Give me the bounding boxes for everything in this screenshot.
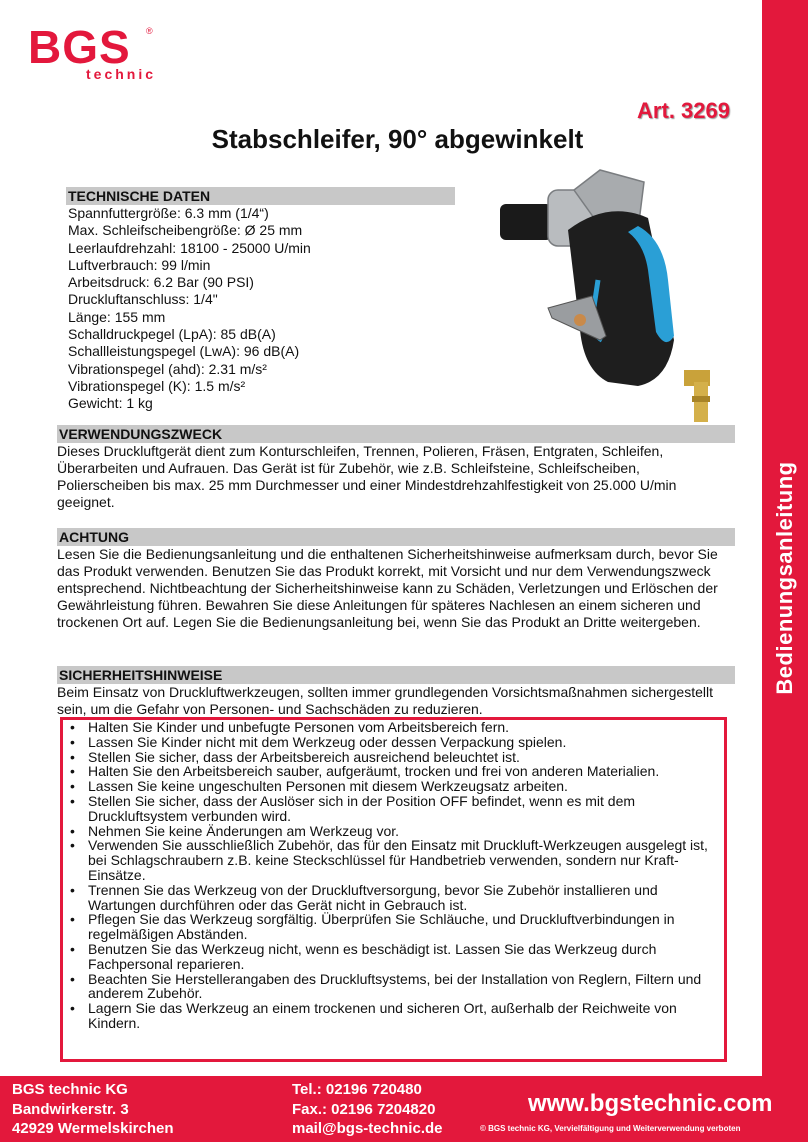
page-title: Stabschleifer, 90° abgewinkelt [211,124,584,154]
technical-data-row: Vibrationspegel (ahd): 2.31 m/s² [68,360,267,377]
safety-item-text: Pflegen Sie das Werkzeug sorgfältig. Überprüfen Sie Schläuche, und Druckluftverbindungen in regelmäßigen Abständen. [88,911,675,943]
technical-data-section [66,187,455,413]
technical-data-list [66,205,455,413]
bullet-icon: • [70,837,75,854]
safety-list-item [64,779,724,794]
safety-list-item [64,972,724,1002]
section-heading-safety: SICHERHEITSHINWEISE [57,666,735,684]
safety-list-item [64,720,724,735]
safety-item-text: Stellen Sie sicher, dass der Auslöser sich in der Position OFF befindet, wenn es mit dem Druckluftsystem verbunden wird. [88,792,636,824]
bgs-logo [28,21,157,82]
technical-data-row: Leerlaufdrehzahl: 18100 - 25000 U/min [68,239,311,256]
footer [0,1076,808,1142]
safety-item-text: Verwenden Sie ausschließlich Zubehör, das für den Einsatz mit Druckluft-Werkzeugen ausgelegt ist, bei Schlagschraubern z.B. keine Steckschlüssel für Handbetrieb verwenden, sondern nur Kraft-Einsätze. [88,837,708,883]
safety-item-text: Beachten Sie Herstellerangaben des Druckluftsystems, bei der Installation von Reglern, Filtern und anderem Zubehör. [88,970,702,1002]
safety-list-item [64,764,724,779]
safety-item-text: Trennen Sie das Werkzeug von der Druckluftversorgung, bevor Sie Zubehör installieren und Wartungen durchführen oder das Gerät nicht in Gebrauch ist. [88,881,658,913]
safety-list-item [64,1001,724,1031]
safety-item-text: Halten Sie Kinder und unbefugte Personen vom Arbeitsbereich fern. [88,719,510,735]
technical-data-row: Max. Schleifscheibengröße: Ø 25 mm [68,222,303,239]
bullet-icon: • [70,719,75,735]
safety-item-text: Lassen Sie Kinder nicht mit dem Werkzeug oder dessen Verpackung spielen. [88,733,567,750]
technical-data-row: Druckluftanschluss: 1/4" [68,291,218,308]
footer-address [12,1080,174,1139]
footer-copyright: © BGS technic KG, Vervielfältigung und Weiterverwendung verboten [480,1124,741,1133]
safety-item-text: Benutzen Sie das Werkzeug nicht, wenn es beschädigt ist. Lassen Sie das Werkzeug durch Fachpersonal reparieren. [88,940,657,972]
footer-fax: Fax.: 02196 7204820 [292,1100,436,1118]
safety-list-item [64,750,724,765]
technical-data-row: Luftverbrauch: 99 l/min [68,256,211,273]
bullet-icon: • [70,881,75,898]
usage-section [57,425,735,511]
caution-text: Lesen Sie die Bedienungsanleitung und die enthaltenen Sicherheitshinweise aufmerksam durch, bevor Sie das Produkt verwenden. Benutzen Sie das Produkt korrekt, mit Vorsicht und nur dem Verwendungszweck entsprechend. Nichtbeachtung der Sicherheitshinweise kann zu Schäden, Verletzungen und Erlöschen der Gewährleistung führen. Bewahren Sie diese Anleitungen für späteres Nachlesen an einem sicheren und trockenen Ort auf. Legen Sie die Bedienungsanleitung bei, wenn Sie das Produkt an Dritte weitergeben. [57,546,718,630]
logo-subtitle: technic [86,66,157,82]
bullet-icon: • [70,763,75,780]
safety-intro: Beim Einsatz von Druckluftwerkzeugen, sollten immer grundlegenden Vorsichtsmaßnahmen sichergestellt sein, um die Gefahr von Personen- und Sachschäden zu reduzieren. [57,684,713,717]
side-label: Bedienungsanleitung [772,461,797,695]
safety-list-item [64,735,724,750]
safety-item-text: Lassen Sie keine ungeschulten Personen mit diesem Werkzeugsatz arbeiten. [88,778,568,795]
safety-item-text: Halten Sie den Arbeitsbereich sauber, aufgeräumt, trocken und frei von anderen Materialien. [88,763,660,780]
technical-data-row: Länge: 155 mm [68,308,166,325]
footer-website-link[interactable]: www.bgstechnic.com [528,1090,773,1117]
section-heading-caution: ACHTUNG [57,528,735,546]
section-heading-usage: VERWENDUNGSZWECK [57,425,735,443]
safety-list-item [64,883,724,913]
technical-data-row: Arbeitsdruck: 6.2 Bar (90 PSI) [68,274,254,291]
safety-list-item [64,838,724,882]
bullet-icon: • [70,940,75,957]
logo-registered-mark: ® [146,26,153,36]
bullet-icon: • [70,792,75,809]
safety-instructions-list [64,720,724,1031]
collet-nut [500,204,552,240]
footer-tel: Tel.: 02196 720480 [292,1081,422,1098]
technical-data-row: Schalldruckpegel (LpA): 85 dB(A) [68,326,276,343]
safety-list-item [64,794,724,824]
section-heading-technical-data: TECHNISCHE DATEN [66,187,455,205]
bullet-icon: • [70,822,75,839]
safety-item-text: Stellen Sie sicher, dass der Arbeitsbereich ausreichend beleuchtet ist. [88,748,520,765]
usage-text: Dieses Druckluftgerät dient zum Konturschleifen, Trennen, Polieren, Fräsen, Entgraten, Schleifen, Überarbeiten und Aufrauen. Das Gerät ist für Zubehör, wie z.B. Schleifsteine, Schleifscheiben, Polierscheiben bis max. 25 mm Durchmesser und einer Mindestdrehzahlfestigkeit von 25.000 U/min geeignet. [57,443,677,510]
footer-mail[interactable]: mail@bgs-technic.de [292,1120,443,1137]
safety-list-item [64,942,724,972]
bullet-icon: • [70,778,75,795]
bullet-icon: • [70,733,75,750]
technical-data-row: Spannfuttergröße: 6.3 mm (1/4“) [68,205,269,221]
technical-data-row: Gewicht: 1 kg [68,395,153,412]
article-number: Art. 3269 [637,98,730,123]
safety-item-text: Lagern Sie das Werkzeug an einem trockenen und sicheren Ort, außerhalb der Reichweite von Kindern. [88,1000,677,1031]
safety-section [57,666,735,718]
footer-contact [292,1080,443,1139]
bullet-icon: • [70,748,75,765]
safety-item-text: Nehmen Sie keine Änderungen am Werkzeug vor. [88,822,400,839]
footer-street: Bandwirkerstr. 3 [12,1100,129,1118]
product-image-die-grinder [488,160,748,425]
safety-list-item [64,912,724,942]
footer-company: BGS technic KG [12,1081,128,1098]
footer-city: 42929 Wermelskirchen [12,1120,174,1137]
bullet-icon: • [70,1000,75,1017]
bullet-icon: • [70,911,75,928]
technical-data-row: Schallleistungspegel (LwA): 96 dB(A) [68,343,300,360]
bullet-icon: • [70,970,75,987]
logo-brand: BGS [28,21,131,73]
caution-section [57,528,735,631]
technical-data-row: Vibrationspegel (K): 1.5 m/s² [68,377,246,394]
safety-list-item [64,824,724,839]
